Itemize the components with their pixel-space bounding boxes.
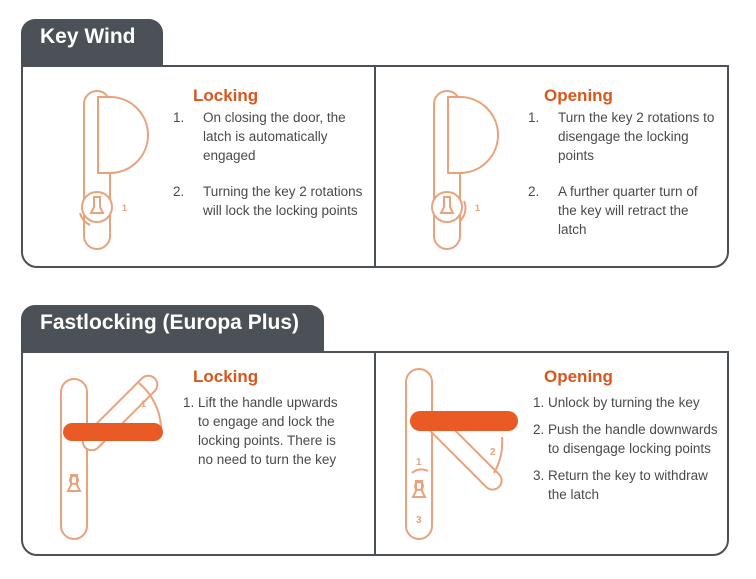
keywind-divider <box>374 65 376 268</box>
step-text: Turning the key 2 rotations will lock the locking points <box>203 184 363 218</box>
step-number: 2. <box>528 184 540 199</box>
fastlocking-divider <box>374 351 376 556</box>
step-number: 1. <box>533 395 545 410</box>
keywind-tab <box>21 19 163 67</box>
fastlocking-locking-title: Locking <box>193 367 259 386</box>
list-item <box>173 108 363 165</box>
latch-shape <box>448 97 498 173</box>
fastlocking-opening-title: Opening <box>544 367 613 386</box>
fastlocking-opening-label-3: 3 <box>416 515 422 526</box>
fastlocking-opening-steps <box>533 393 723 504</box>
fastlocking-tab <box>21 305 324 353</box>
list-item <box>528 108 718 165</box>
keywind-opening-diagram <box>420 85 510 255</box>
keywind-opening-title: Opening <box>544 86 613 105</box>
step-text: Turn the key 2 rotations to disengage the locking points <box>558 110 715 163</box>
step-text: A further quarter turn of the key will retract the latch <box>558 184 698 237</box>
step-number: 1. <box>528 110 540 125</box>
step-text: Lift the handle upwards to engage and lock the locking points. There is no need to turn the key <box>198 395 338 467</box>
keywind-locking-title: Locking <box>193 86 259 105</box>
handle-plate-shape <box>61 379 87 539</box>
keywind-title: Key Wind <box>40 25 136 48</box>
step-text: Push the handle downwards to disengage locking points <box>548 422 718 456</box>
handle-bar-shape <box>63 423 163 441</box>
fastlocking-locking-diagram-label: 1 <box>141 399 147 409</box>
list-item <box>528 182 718 239</box>
keywind-locking-steps <box>173 108 363 220</box>
list-item <box>533 466 723 504</box>
list-item <box>183 393 351 469</box>
keywind-locking-diagram-label: 1 <box>122 203 128 213</box>
fastlocking-title: Fastlocking (Europa Plus) <box>40 311 300 334</box>
fastlocking-locking-steps <box>183 393 351 469</box>
keywind-locking-diagram <box>70 85 160 255</box>
raised-handle-shape <box>79 372 161 454</box>
list-item <box>533 420 723 458</box>
list-item <box>533 393 723 412</box>
step-number: 2. <box>533 422 545 437</box>
keywind-opening-steps <box>528 108 718 239</box>
handle-plate-shape <box>406 369 432 539</box>
list-item <box>173 182 363 220</box>
keywind-opening-diagram-label: 1 <box>475 203 481 213</box>
step-number: 1. <box>183 395 195 410</box>
step-text: On closing the door, the latch is automatically engaged <box>203 110 346 163</box>
step-text: Unlock by turning the key <box>548 395 700 410</box>
step-number: 3. <box>533 468 545 483</box>
step-number: 1. <box>173 110 185 125</box>
latch-shape <box>98 97 148 173</box>
fastlocking-locking-diagram <box>55 365 175 545</box>
fastlocking-opening-diagram <box>398 365 523 545</box>
step-text: Return the key to withdraw the latch <box>548 468 708 502</box>
handle-bar-shape <box>410 411 518 431</box>
fastlocking-opening-label-2: 2 <box>490 447 496 458</box>
step-number: 2. <box>173 184 185 199</box>
fastlocking-opening-label-1: 1 <box>416 457 422 468</box>
